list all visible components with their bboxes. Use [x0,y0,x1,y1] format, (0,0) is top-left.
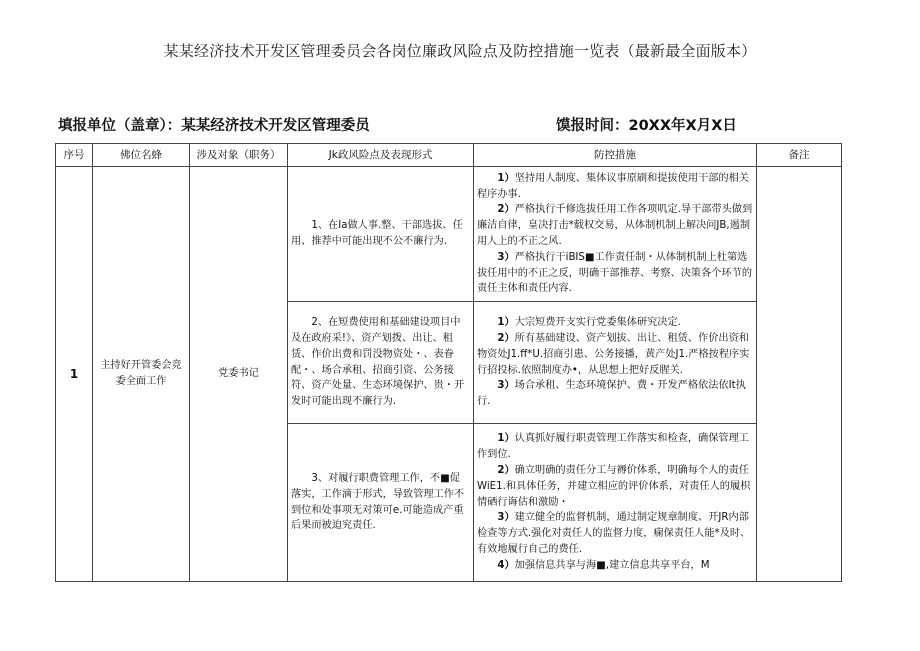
measure-item: 3）场合承租、生态环境保护、费・开发严格依法依It执行. [477,380,746,408]
post-name: 主持好开管委会竞委全面工作 [93,167,190,582]
table-header-row [56,144,842,167]
measure-item: 2）所有基础建设、资产划拔、出让、租赁、作价出资和物资处J1.ff*U.招商引患、公务接播，黄产处J1.严格按程序实行招投标.依照制度办•，从思想上把好反腥关. [477,332,750,376]
table-row [56,167,842,302]
header-remark: 备注 [757,144,842,167]
measures-2 [474,302,757,424]
header-num: 序号 [56,144,93,167]
header-measures: 防控措施 [474,144,757,167]
risk-point-2: 2、在短费使用和基础建设项目中及在政府采!》、资产划拨、出让、租赁、作价出费和罚没物资处・、表眷配・、场合承租、招商引资、公务接符、资产处量、生态环境保护、贵・开发时可能出现不廉行为. [288,302,474,424]
fill-unit: 填报单位（盖章）：某某经济技术开发区管理委员 [58,118,370,134]
measure-item: 3）建立健全的监督机制，通过制定规章制度、开JR内部检查等方式.强化对责任人的监督力度，痫保责任人能*及时、有效地履行自己的费任. [477,512,751,556]
risk-point-1: 1、在Ia做人事.整、干部选拔、任用、推荐中可能出现不公不廉行为. [288,167,474,302]
row-number: 1 [56,167,93,582]
header-post: 佛位名蜂 [93,144,190,167]
measure-item: 3）严格执行干iBIS■工作责任制・从体制机制上杜第选拔任用中的不正之反，明确干部推荐、考察、决策各个环节的责任主体和责任内容. [477,251,753,295]
risk-point-3: 3、对履行职费管理工作，不■促落实，工作滴于形式，导致管理工作不到位和处事项无对策可e.可能造成产重后果而被迫究责任. [288,424,474,582]
measures-1 [474,167,757,302]
measures-3 [474,424,757,582]
risk-table [55,143,842,582]
header-risk: Jk政风险点及表现形式 [288,144,474,167]
measure-item: 2）确立明确的责任分工与褥价体系，明确每个人的责任WiE1.和具体任务，并建立相应的评价体系，对责任人的履枳情硒行诲估和激励・ [477,464,751,508]
measure-item: 1）坚持用人制度、集体议事原刷和提拔使用干部的相关程序办事. [477,172,749,200]
remark-cell [757,167,842,582]
measure-item: 2）严格执行千修选拔任用工作各项叽定.导干部带头做到廉洁自律，皇决打击*载权交易，从体制机制上解决问JB,遏制用人上的不正之风. [477,204,753,247]
target-role: 党委书记 [190,167,288,582]
measure-item: 1）认真抓好履行职责管理工作落实和检查，确保管理工作到位. [477,433,749,461]
fill-time: 馍报时间：20XX年X月X日 [556,118,737,134]
measure-item: 1）大宗短费开支实行党委集体研究决定. [497,317,681,329]
document-title: 某某经济技术开发区管理委员会各岗位廉政风险点及防控措施一览表（最新最全面版本） [163,42,757,60]
measure-item: 4）加强信息共享与海■,建立信息共享平台，M [497,559,710,571]
header-target: 涉及对象（职务） [190,144,288,167]
